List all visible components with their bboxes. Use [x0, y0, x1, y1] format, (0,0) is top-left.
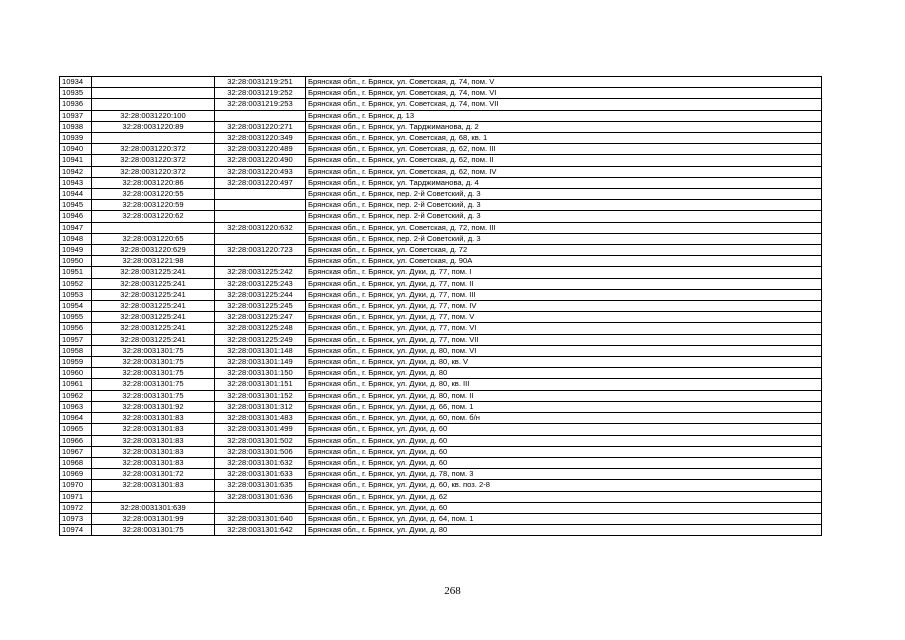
- table-row: [60, 312, 822, 323]
- cadastral-number-cell: 32:28:0031220:349: [215, 133, 306, 144]
- parent-cadastral-number-cell: 32:28:0031301:75: [92, 357, 215, 368]
- address-cell: Брянская обл., г. Брянск, ул. Дуки, д. 80, кв. III: [306, 379, 822, 390]
- parent-cadastral-number-cell: 32:28:0031225:241: [92, 278, 215, 289]
- row-number-cell: 10950: [60, 256, 92, 267]
- address-cell: Брянская обл., г. Брянск, ул. Дуки, д. 60: [306, 446, 822, 457]
- cadastral-number-cell: 32:28:0031301:312: [215, 401, 306, 412]
- table-row: [60, 177, 822, 188]
- table-row: [60, 502, 822, 513]
- parent-cadastral-number-cell: 32:28:0031220:86: [92, 177, 215, 188]
- address-cell: Брянская обл., г. Брянск, ул. Советская, д. 74, пом. VI: [306, 88, 822, 99]
- parent-cadastral-number-cell: 32:28:0031225:241: [92, 267, 215, 278]
- table-row: [60, 88, 822, 99]
- address-cell: Брянская обл., г. Брянск, пер. 2-й Советский, д. 3: [306, 189, 822, 200]
- address-cell: Брянская обл., г. Брянск, ул. Дуки, д. 64, пом. 1: [306, 513, 822, 524]
- parent-cadastral-number-cell: [92, 222, 215, 233]
- parent-cadastral-number-cell: 32:28:0031225:241: [92, 334, 215, 345]
- row-number-cell: 10964: [60, 413, 92, 424]
- row-number-cell: 10949: [60, 245, 92, 256]
- address-cell: Брянская обл., г. Брянск, ул. Дуки, д. 60, пом. б/н: [306, 413, 822, 424]
- cadastral-number-cell: 32:28:0031220:271: [215, 121, 306, 132]
- table-row: [60, 323, 822, 334]
- cadastral-number-cell: [215, 256, 306, 267]
- address-cell: Брянская обл., г. Брянск, д. 13: [306, 110, 822, 121]
- cadastral-number-cell: 32:28:0031220:497: [215, 177, 306, 188]
- row-number-cell: 10937: [60, 110, 92, 121]
- cadastral-number-cell: 32:28:0031225:244: [215, 289, 306, 300]
- parent-cadastral-number-cell: 32:28:0031225:241: [92, 301, 215, 312]
- cadastral-number-cell: [215, 502, 306, 513]
- page-number: 268: [444, 585, 461, 597]
- cadastral-number-cell: 32:28:0031220:632: [215, 222, 306, 233]
- address-cell: Брянская обл., г. Брянск, ул. Дуки, д. 77, пом. IV: [306, 301, 822, 312]
- cadastral-number-cell: 32:28:0031301:483: [215, 413, 306, 424]
- table-row: [60, 435, 822, 446]
- table-row: [60, 457, 822, 468]
- row-number-cell: 10951: [60, 267, 92, 278]
- cadastral-number-cell: 32:28:0031225:249: [215, 334, 306, 345]
- row-number-cell: 10947: [60, 222, 92, 233]
- table-row: [60, 222, 822, 233]
- cadastral-number-cell: 32:28:0031219:253: [215, 99, 306, 110]
- address-cell: Брянская обл., г. Брянск, ул. Советская, д. 68, кв. 1: [306, 133, 822, 144]
- cadastral-number-cell: 32:28:0031301:148: [215, 345, 306, 356]
- table-row: [60, 245, 822, 256]
- cadastral-number-cell: 32:28:0031220:489: [215, 144, 306, 155]
- row-number-cell: 10944: [60, 189, 92, 200]
- cadastral-number-cell: 32:28:0031301:636: [215, 491, 306, 502]
- parent-cadastral-number-cell: 32:28:0031220:59: [92, 200, 215, 211]
- cadastral-number-cell: 32:28:0031219:252: [215, 88, 306, 99]
- cadastral-number-cell: 32:28:0031220:490: [215, 155, 306, 166]
- row-number-cell: 10971: [60, 491, 92, 502]
- row-number-cell: 10961: [60, 379, 92, 390]
- table-row: [60, 491, 822, 502]
- address-cell: Брянская обл., г. Брянск, ул. Дуки, д. 80: [306, 525, 822, 536]
- table-row: [60, 133, 822, 144]
- cadastral-number-cell: [215, 200, 306, 211]
- table-row: [60, 289, 822, 300]
- row-number-cell: 10936: [60, 99, 92, 110]
- table-row: [60, 446, 822, 457]
- row-number-cell: 10943: [60, 177, 92, 188]
- address-cell: Брянская обл., г. Брянск, ул. Дуки, д. 77, пом. I: [306, 267, 822, 278]
- address-cell: Брянская обл., г. Брянск, ул. Дуки, д. 60: [306, 457, 822, 468]
- address-cell: Брянская обл., г. Брянск, ул. Дуки, д. 77, пом. VI: [306, 323, 822, 334]
- table-row: [60, 525, 822, 536]
- cadastral-number-cell: [215, 189, 306, 200]
- parent-cadastral-number-cell: 32:28:0031301:99: [92, 513, 215, 524]
- row-number-cell: 10945: [60, 200, 92, 211]
- parent-cadastral-number-cell: 32:28:0031301:83: [92, 480, 215, 491]
- parent-cadastral-number-cell: 32:28:0031301:72: [92, 469, 215, 480]
- address-cell: Брянская обл., г. Брянск, ул. Дуки, д. 77, пом. III: [306, 289, 822, 300]
- cadastral-number-cell: [215, 233, 306, 244]
- table-row: [60, 99, 822, 110]
- table-row: [60, 110, 822, 121]
- table-row: [60, 211, 822, 222]
- parent-cadastral-number-cell: 32:28:0031225:241: [92, 289, 215, 300]
- row-number-cell: 10973: [60, 513, 92, 524]
- cadastral-number-cell: [215, 110, 306, 121]
- cadastral-number-cell: 32:28:0031301:506: [215, 446, 306, 457]
- cadastral-number-cell: 32:28:0031225:245: [215, 301, 306, 312]
- address-cell: Брянская обл., г. Брянск, ул. Дуки, д. 77, пом. VII: [306, 334, 822, 345]
- register-table-body: [60, 77, 822, 536]
- row-number-cell: 10939: [60, 133, 92, 144]
- parent-cadastral-number-cell: [92, 491, 215, 502]
- parent-cadastral-number-cell: 32:28:0031220:65: [92, 233, 215, 244]
- cadastral-number-cell: 32:28:0031220:723: [215, 245, 306, 256]
- parent-cadastral-number-cell: 32:28:0031221:98: [92, 256, 215, 267]
- cadastral-number-cell: 32:28:0031225:242: [215, 267, 306, 278]
- parent-cadastral-number-cell: 32:28:0031220:372: [92, 144, 215, 155]
- parent-cadastral-number-cell: 32:28:0031220:629: [92, 245, 215, 256]
- table-row: [60, 77, 822, 88]
- address-cell: Брянская обл., г. Брянск, пер. 2-й Советский, д. 3: [306, 233, 822, 244]
- parent-cadastral-number-cell: 32:28:0031301:92: [92, 401, 215, 412]
- table-row: [60, 357, 822, 368]
- row-number-cell: 10965: [60, 424, 92, 435]
- row-number-cell: 10948: [60, 233, 92, 244]
- row-number-cell: 10942: [60, 166, 92, 177]
- parent-cadastral-number-cell: 32:28:0031301:75: [92, 345, 215, 356]
- row-number-cell: 10941: [60, 155, 92, 166]
- row-number-cell: 10956: [60, 323, 92, 334]
- cadastral-number-cell: 32:28:0031301:633: [215, 469, 306, 480]
- table-row: [60, 200, 822, 211]
- parent-cadastral-number-cell: 32:28:0031220:372: [92, 166, 215, 177]
- address-cell: Брянская обл., г. Брянск, ул. Дуки, д. 80, кв. V: [306, 357, 822, 368]
- table-row: [60, 301, 822, 312]
- address-cell: Брянская обл., г. Брянск, ул. Дуки, д. 78, пом. 3: [306, 469, 822, 480]
- cadastral-number-cell: 32:28:0031219:251: [215, 77, 306, 88]
- address-cell: Брянская обл., г. Брянск, ул. Советская, д. 62, пом. II: [306, 155, 822, 166]
- address-cell: Брянская обл., г. Брянск, ул. Дуки, д. 60: [306, 424, 822, 435]
- cadastral-number-cell: [215, 211, 306, 222]
- row-number-cell: 10958: [60, 345, 92, 356]
- row-number-cell: 10953: [60, 289, 92, 300]
- row-number-cell: 10960: [60, 368, 92, 379]
- cadastral-number-cell: 32:28:0031301:152: [215, 390, 306, 401]
- table-row: [60, 166, 822, 177]
- table-row: [60, 144, 822, 155]
- row-number-cell: 10970: [60, 480, 92, 491]
- row-number-cell: 10935: [60, 88, 92, 99]
- table-row: [60, 480, 822, 491]
- parent-cadastral-number-cell: 32:28:0031301:75: [92, 368, 215, 379]
- address-cell: Брянская обл., г. Брянск, ул. Дуки, д. 60, кв. поз. 2-8: [306, 480, 822, 491]
- row-number-cell: 10969: [60, 469, 92, 480]
- row-number-cell: 10972: [60, 502, 92, 513]
- parent-cadastral-number-cell: 32:28:0031220:62: [92, 211, 215, 222]
- address-cell: Брянская обл., г. Брянск, ул. Советская, д. 74, пом. V: [306, 77, 822, 88]
- table-row: [60, 278, 822, 289]
- table-row: [60, 256, 822, 267]
- table-row: [60, 401, 822, 412]
- address-cell: Брянская обл., г. Брянск, ул. Дуки, д. 80, пом. VI: [306, 345, 822, 356]
- table-row: [60, 413, 822, 424]
- cadastral-number-cell: 32:28:0031301:632: [215, 457, 306, 468]
- row-number-cell: 10959: [60, 357, 92, 368]
- address-cell: Брянская обл., г. Брянск, ул. Советская, д. 74, пом. VII: [306, 99, 822, 110]
- cadastral-number-cell: 32:28:0031301:635: [215, 480, 306, 491]
- parent-cadastral-number-cell: 32:28:0031301:83: [92, 424, 215, 435]
- parent-cadastral-number-cell: [92, 88, 215, 99]
- address-cell: Брянская обл., г. Брянск, ул. Советская, д. 62, пом. IV: [306, 166, 822, 177]
- address-cell: Брянская обл., г. Брянск, ул. Дуки, д. 80, пом. II: [306, 390, 822, 401]
- row-number-cell: 10962: [60, 390, 92, 401]
- cadastral-number-cell: 32:28:0031220:493: [215, 166, 306, 177]
- cadastral-number-cell: 32:28:0031301:151: [215, 379, 306, 390]
- table-row: [60, 390, 822, 401]
- address-cell: Брянская обл., г. Брянск, ул. Советская, д. 90А: [306, 256, 822, 267]
- parent-cadastral-number-cell: 32:28:0031301:83: [92, 435, 215, 446]
- cadastral-number-cell: 32:28:0031301:640: [215, 513, 306, 524]
- address-cell: Брянская обл., г. Брянск, пер. 2-й Советский, д. 3: [306, 211, 822, 222]
- register-table: [59, 76, 822, 536]
- parent-cadastral-number-cell: 32:28:0031301:83: [92, 457, 215, 468]
- parent-cadastral-number-cell: [92, 77, 215, 88]
- parent-cadastral-number-cell: 32:28:0031225:241: [92, 323, 215, 334]
- cadastral-number-cell: 32:28:0031301:642: [215, 525, 306, 536]
- address-cell: Брянская обл., г. Брянск, ул. Дуки, д. 60: [306, 435, 822, 446]
- cadastral-number-cell: 32:28:0031301:150: [215, 368, 306, 379]
- row-number-cell: 10955: [60, 312, 92, 323]
- parent-cadastral-number-cell: 32:28:0031301:75: [92, 390, 215, 401]
- address-cell: Брянская обл., г. Брянск, ул. Дуки, д. 80: [306, 368, 822, 379]
- row-number-cell: 10968: [60, 457, 92, 468]
- address-cell: Брянская обл., г. Брянск, ул. Тарджиманова, д. 2: [306, 121, 822, 132]
- table-row: [60, 379, 822, 390]
- table-row: [60, 424, 822, 435]
- parent-cadastral-number-cell: 32:28:0031301:75: [92, 379, 215, 390]
- cadastral-number-cell: 32:28:0031225:247: [215, 312, 306, 323]
- address-cell: Брянская обл., г. Брянск, ул. Дуки, д. 77, пом. V: [306, 312, 822, 323]
- row-number-cell: 10946: [60, 211, 92, 222]
- table-row: [60, 368, 822, 379]
- cadastral-number-cell: 32:28:0031301:149: [215, 357, 306, 368]
- row-number-cell: 10934: [60, 77, 92, 88]
- address-cell: Брянская обл., г. Брянск, ул. Советская, д. 72: [306, 245, 822, 256]
- cadastral-number-cell: 32:28:0031225:243: [215, 278, 306, 289]
- table-row: [60, 189, 822, 200]
- row-number-cell: 10954: [60, 301, 92, 312]
- table-row: [60, 345, 822, 356]
- table-row: [60, 513, 822, 524]
- table-row: [60, 121, 822, 132]
- row-number-cell: 10967: [60, 446, 92, 457]
- table-row: [60, 334, 822, 345]
- cadastral-number-cell: 32:28:0031301:499: [215, 424, 306, 435]
- parent-cadastral-number-cell: 32:28:0031220:100: [92, 110, 215, 121]
- address-cell: Брянская обл., г. Брянск, ул. Дуки, д. 77, пом. II: [306, 278, 822, 289]
- table-row: [60, 267, 822, 278]
- parent-cadastral-number-cell: [92, 133, 215, 144]
- parent-cadastral-number-cell: 32:28:0031301:83: [92, 413, 215, 424]
- parent-cadastral-number-cell: 32:28:0031301:75: [92, 525, 215, 536]
- row-number-cell: 10963: [60, 401, 92, 412]
- address-cell: Брянская обл., г. Брянск, ул. Советская, д. 62, пом. III: [306, 144, 822, 155]
- address-cell: Брянская обл., г. Брянск, пер. 2-й Советский, д. 3: [306, 200, 822, 211]
- address-cell: Брянская обл., г. Брянск, ул. Тарджиманова, д. 4: [306, 177, 822, 188]
- address-cell: Брянская обл., г. Брянск, ул. Дуки, д. 60: [306, 502, 822, 513]
- address-cell: Брянская обл., г. Брянск, ул. Советская, д. 72, пом. III: [306, 222, 822, 233]
- row-number-cell: 10952: [60, 278, 92, 289]
- address-cell: Брянская обл., г. Брянск, ул. Дуки, д. 62: [306, 491, 822, 502]
- row-number-cell: 10940: [60, 144, 92, 155]
- parent-cadastral-number-cell: 32:28:0031220:372: [92, 155, 215, 166]
- row-number-cell: 10938: [60, 121, 92, 132]
- table-row: [60, 155, 822, 166]
- cadastral-number-cell: 32:28:0031225:248: [215, 323, 306, 334]
- parent-cadastral-number-cell: 32:28:0031301:639: [92, 502, 215, 513]
- row-number-cell: 10957: [60, 334, 92, 345]
- table-row: [60, 233, 822, 244]
- row-number-cell: 10966: [60, 435, 92, 446]
- parent-cadastral-number-cell: 32:28:0031301:83: [92, 446, 215, 457]
- parent-cadastral-number-cell: [92, 99, 215, 110]
- parent-cadastral-number-cell: 32:28:0031220:89: [92, 121, 215, 132]
- address-cell: Брянская обл., г. Брянск, ул. Дуки, д. 66, пом. 1: [306, 401, 822, 412]
- cadastral-number-cell: 32:28:0031301:502: [215, 435, 306, 446]
- parent-cadastral-number-cell: 32:28:0031225:241: [92, 312, 215, 323]
- parent-cadastral-number-cell: 32:28:0031220:55: [92, 189, 215, 200]
- row-number-cell: 10974: [60, 525, 92, 536]
- table-row: [60, 469, 822, 480]
